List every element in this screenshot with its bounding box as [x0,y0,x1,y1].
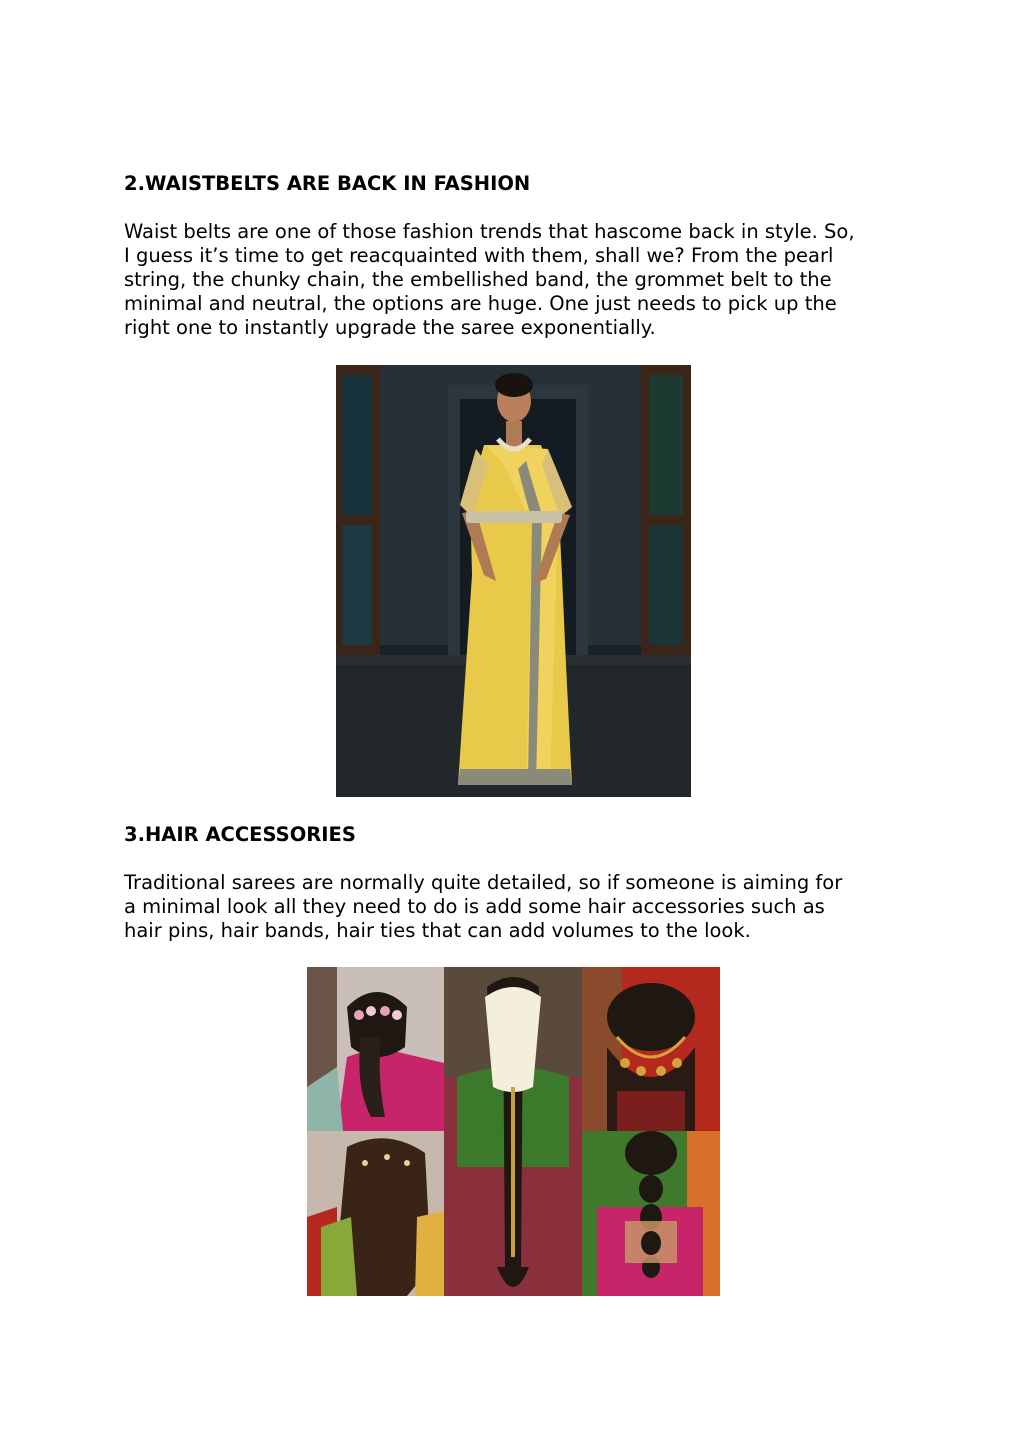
collage-panel-jasmine-braid [444,967,582,1296]
paragraph-hair-accessories [124,871,914,943]
paragraph-line: a minimal look all they need to do is add some hair accessories such as [124,895,825,918]
paragraph-line: right one to instantly upgrade the saree exponentially. [124,316,656,339]
paragraph-waistbelts [124,220,914,340]
paragraph-line: Waist belts are one of those fashion trends that hascome back in style. So, [124,220,855,243]
hair-accessories-collage [307,967,720,1296]
paragraph-line: I guess it’s time to get reacquainted with them, shall we? From the pearl [124,244,834,267]
section-heading-hair-accessories: 3.HAIR ACCESSORIES [124,823,356,846]
collage-panel-gold-bun [582,967,720,1131]
collage-panel-floral-braid [307,967,444,1131]
section-heading-waistbelts: 2.WAISTBELTS ARE BACK IN FASHION [124,172,531,195]
collage-panel-wavy-hair [307,1131,444,1296]
paragraph-line: hair pins, hair bands, hair ties that can add volumes to the look. [124,919,751,942]
paragraph-line: Traditional sarees are normally quite detailed, so if someone is aiming for [124,871,843,894]
collage-panel-bubble-braid [582,1131,720,1296]
saree-waistbelt-photo [336,365,691,797]
paragraph-line: string, the chunky chain, the embellished band, the grommet belt to the [124,268,832,291]
paragraph-line: minimal and neutral, the options are huge. One just needs to pick up the [124,292,837,315]
